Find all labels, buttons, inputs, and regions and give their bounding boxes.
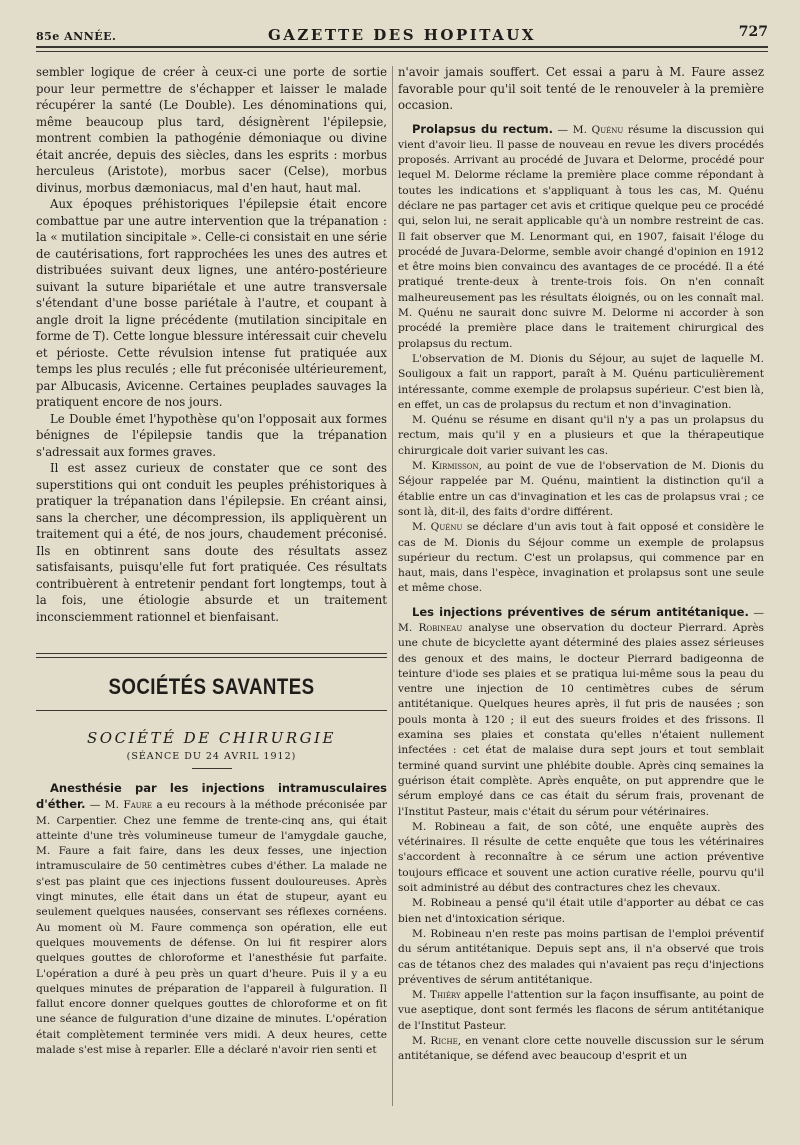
- section-double-rule: [36, 653, 387, 658]
- header-rule: [36, 46, 768, 48]
- column-divider: [392, 66, 393, 1106]
- page-header: [36, 24, 768, 46]
- article-serum: Les injections préventives de sérum antitétanique. — M. Robineau analyse une observation du docteur Pierrard. Après une chute de bicyclette ayant déterminé des plaies assez sérieuses des genoux et des mains, le docteur Pierrard badigeonna de teinture d'iode ses plaies et se pratiqua lui-même sous la peau du ventre une injection de 10 centimètres cubes de sérum antitétanique. Quelques heures après, il fut pris de nausées ; son pouls monta à 120 ; il eut des sueurs froides et des frissons. Il examina ses plaies et constata qu'elles n'étaient nullement infectées : cet état de malaise dura sept jours et tout semblait terminé quand survint une phlébite double. Après cinq semaines la guérison était complète. Après enquête, on put apprendre que le sérum employé dans ce cas était du sérum frais, provenant de l'Institut Pasteur, mais c'était du sérum pour vétérinaires.: [398, 604, 764, 818]
- society-heading: SOCIÉTÉ DE CHIRURGIE: [87, 729, 336, 747]
- section-rule: [36, 710, 387, 711]
- right-paragraph: M. Quénu se déclare d'un avis tout à fait opposé et considère le cas de M. Dionis du Séjour comme un exemple de prolapsus supérieur du rectum. C'est un prolapsus, qui commence par en haut, mais, dans l'espèce, invagination et prolapsus sont une seule et même chose.: [398, 521, 764, 595]
- article-title: Prolapsus du rectum.: [412, 121, 553, 136]
- right-paragraph: L'observation de M. Dionis du Séjour, au sujet de laquelle M. Souligoux a fait un rapport, paraît à M. Quénu particulièrement intéressante, comme exemple de prolapsus supérieur. C'est bien là, en effet, un cas de prolapsus du rectum et non d'invagination.: [398, 352, 764, 411]
- right-paragraph: M. Kirmisson, au point de vue de l'observation de M. Dionis du Séjour rappelée par M. Quénu, maintient la distinction qu'il a établie entre un cas d'invagination et les cas de prolapsus vrai ; ce sont là, dit-il, des faits d'ordre différent.: [398, 460, 764, 518]
- author-name: Thiéry: [429, 989, 461, 1002]
- author-name: Robineau: [418, 622, 463, 634]
- left-paragraph-2: Aux époques préhistoriques l'épilepsie était encore combattue par une autre intervention que la trépanation : la « mutilation sincipitale ». Celle-ci consistait en une série de cautérisations, fort rapprochées les unes des autres et distribuées suivant deux lignes, une antéro-postérieure suivant la suture bipariétale et une autre transversale s'étendant d'une bosse pariétale à l'autre, et coupant à angle droit la ligne précédente (mutilation sincipitale en forme de T). Cette longue blessure intéressait cuir chevelu et périoste. Cette révulsion intense fut pratiquée aux temps les plus reculés ; elle fut préconisée ultérieurement, par Albucasis, Avicenne. Certaines peuplades sauvages la pratiquent encore de nos jours.: [36, 197, 387, 409]
- author-name: Kirmisson: [431, 460, 479, 473]
- author-name: Quénu: [430, 521, 463, 534]
- year-label: 85e ANNÉE.: [36, 30, 117, 43]
- session-date: (SÉANCE DU 24 AVRIL 1912): [126, 751, 297, 762]
- left-column: [36, 64, 387, 1124]
- right-paragraph: M. Quénu se résume en disant qu'il n'y a pas un prolapsus du rectum, mais qu'il y en a plusieurs et que la thérapeutique chirurgicale doit varier suivant les cas.: [398, 414, 764, 457]
- article-title: Les injections préventives de sérum antitétanique.: [412, 604, 749, 619]
- section-heading: SOCIÉTÉS SAVANTES: [108, 674, 315, 699]
- author-name: Quénu: [591, 123, 624, 136]
- right-paragraph: M. Robineau a pensé qu'il était utile d'apporter au débat ce cas bien net d'intoxication sérique.: [398, 897, 764, 925]
- right-paragraph: M. Robineau a fait, de son côté, une enquête auprès des vétérinaires. Il résulte de cette enquête que tous les vétérinaires s'accordent à reconnaître à ce sérum une action préventive toujours efficace et souvent une action curative réelle, pourvu qu'il soit administré au début des contractures chez les chevaux.: [398, 820, 764, 895]
- page-number: 727: [738, 24, 768, 40]
- header-rule-thin: [36, 51, 768, 52]
- author-name: Riche: [430, 1035, 458, 1048]
- left-paragraph-3: Le Double émet l'hypothèse qu'on l'opposait aux formes bénignes de l'épilepsie tandis que la trépanation s'adressait aux formes graves.: [36, 411, 387, 459]
- journal-title: GAZETTE DES HOPITAUX: [267, 26, 536, 44]
- article-anesthesie: Anesthésie par les injections intramusculaires d'éther. — M. Faure a eu recours à la méthode préconisée par M. Carpentier. Chez une femme de trente-cinq ans, qui était atteinte d'une très volumineuse tumeur de l'amygdale gauche, M. Faure a fait faire, dans les deux fesses, une injection intramusculaire de 50 centimètres cubes d'éther. La malade ne s'est pas plaint que ces injections fussent douloureuses. Après vingt minutes, elle était dans un état de stupeur, ayant eu seulement quelques nausées, conservant ses réflexes cornéens. Au moment où M. Faure commença son opération, elle eut quelques mouvements de défense. On lui fit respirer alors quelques gouttes de chloroforme et l'anesthésie fut parfaite. L'opération a duré à peu près un quart d'heure. Puis il y a eu quelques minutes de préparation de l'appareil à fulguration. Il fallut encore donner quelques gouttes de chloroforme et on fit une séance de fulguration d'une dizaine de minutes. L'opération était complètement terminée vers midi. A deux heures, cette malade s'est mise à reparler. Elle a déclaré n'avoir rien senti et: [36, 781, 387, 1057]
- right-paragraph: M. Robineau n'en reste pas moins partisan de l'emploi préventif du sérum antitétanique. Depuis sept ans, il n'a observé que trois cas de tétanos chez des malades qui n'avaient pas reçu d'injections préventives de sérum antitétanique.: [398, 927, 764, 986]
- article-prolapsus: Prolapsus du rectum. — M. Quénu résume la discussion qui vient d'avoir lieu. Il passe de nouveau en revue les divers procédés proposés. Arrivant au procédé de Juvara et Delorme, procédé pour lequel M. Delorme réclame la première place comme répondant à toutes les indications et s'appliquant à tous les cas, M. Quénu déclare ne pas partager cet avis et critique quelque peu ce procédé qui, selon lui, ne serait applicable qu'à un nombre restreint de cas. Il fait observer que M. Lenormant qui, en 1907, faisait l'éloge du procédé de Juvara-Delorme, semble avoir changé d'opinion en 1912 et être moins bien convaincu des avantages de ce procédé. Il a été pratiqué trente-deux à trente-trois fois. On n'en connaît malheureusement pas les résultats éloignés, ou on les connaît mal. M. Quénu ne saurait donc suivre M. Delorme ni accorder à son procédé la première place dans le traitement chirurgical des prolapsus du rectum.: [398, 121, 764, 350]
- article-title: Anesthésie par les injections intramusculaires d'éther.: [36, 781, 387, 812]
- left-paragraph-1: sembler logique de créer à ceux-ci une porte de sortie pour leur permettre de s'échapper et laisser le malade récupérer la santé (Le Double). Les dénominations qui, même beaucoup plus tard, désignèrent l'épilepsie, montrent combien la pathogénie démoniaque ou divine était ancrée, depuis des siècles, dans les esprits : morbus herculeus (Aristote), morbus sacer (Celse), morbus divinus, morbus dæmoniacus, mal d'en haut, haut mal.: [36, 65, 387, 195]
- right-column: [398, 64, 764, 1124]
- right-paragraph: M. Thiéry appelle l'attention sur la façon insuffisante, au point de vue aseptique, dont sont fermés les flacons de sérum antitétanique de l'Institut Pasteur.: [398, 989, 764, 1032]
- short-rule: [192, 768, 232, 769]
- right-paragraph: M. Riche, en venant clore cette nouvelle discussion sur le sérum antitétanique, se défend avec beaucoup d'esprit et un: [398, 1035, 764, 1063]
- author-name: Faure: [123, 799, 153, 812]
- right-continuation: n'avoir jamais souffert. Cet essai a paru à M. Faure assez favorable pour qu'il soit tenté de le renouveler à la première occasion.: [398, 65, 764, 112]
- left-paragraph-4: Il est assez curieux de constater que ce sont des superstitions qui ont conduit les peuples préhistoriques à pratiquer la trépanation dans l'épilepsie. En créant ainsi, sans la chercher, une décompression, ils appliquèrent un traitement qui a été, de nos jours, chaudement préconisé. Ils en obtinrent sans doute des résultats assez satisfaisants, puisqu'elle fut fort pratiquée. Ces résultats contribuèrent à entretenir pendant fort longtemps, tout à la fois, une étiologie absurde et un traitement inconsciemment rationnel et bienfaisant.: [36, 461, 387, 624]
